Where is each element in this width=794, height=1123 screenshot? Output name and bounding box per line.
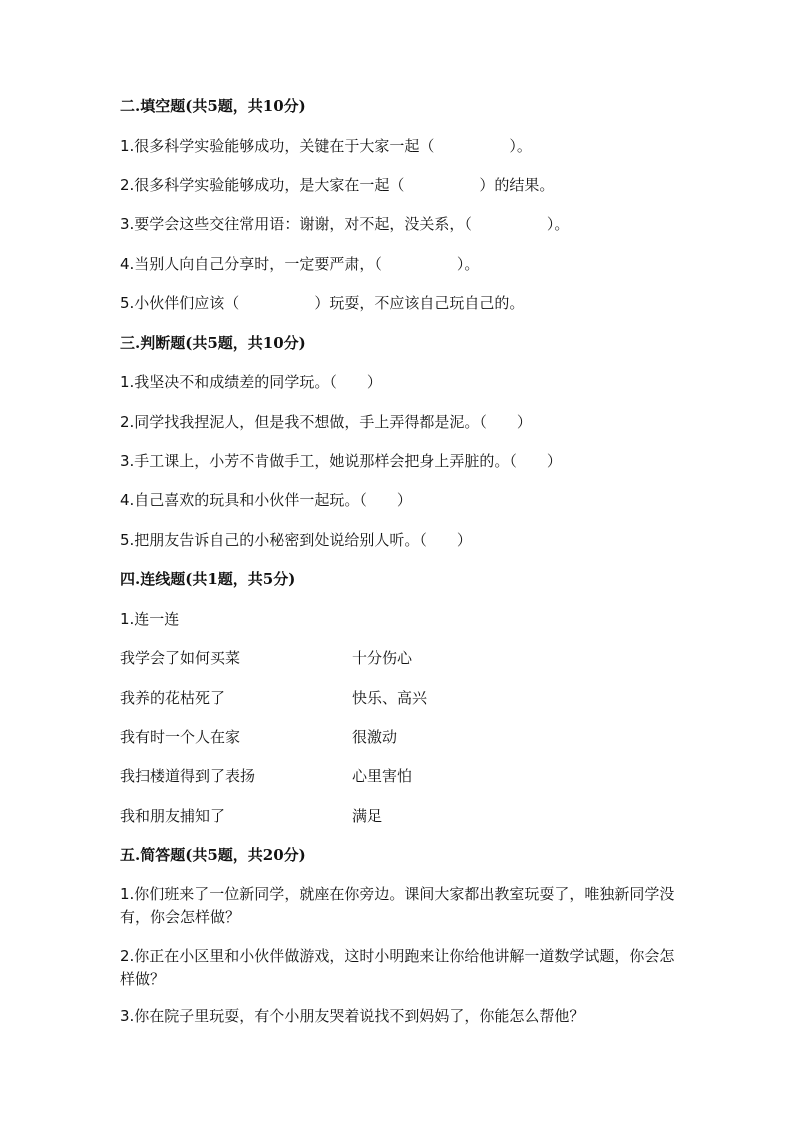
short-answer-question-1: 1.你们班来了一位新同学，就座在你旁边。课间大家都出教室玩耍了，唯独新同学没有，你会怎样做？ [120,885,675,926]
section-2-title: 二.填空题(共5题，共10分) [120,97,306,115]
fill-blank-question-3: 3.要学会这些交往常用语：谢谢，对不起，没关系，（ ）。 [120,215,570,233]
fill-blank-question-5: 5.小伙伴们应该（ ）玩耍，不应该自己玩自己的。 [120,294,525,312]
short-answer-question-2: 2.你正在小区里和小伙伴做游戏，这时小明跑来让你给他讲解一道数学试题，你会怎样做？ [120,947,675,988]
fill-blank-question-2: 2.很多科学实验能够成功，是大家在一起（ ）的结果。 [120,176,555,194]
true-false-question-4: 4.自己喜欢的玩具和小伙伴一起玩。（ ） [120,491,412,509]
matching-left-item-4: 我扫楼道得到了表扬 [120,767,256,785]
matching-left-item-5: 我和朋友捕知了 [120,807,226,825]
true-false-question-3: 3.手工课上，小芳不肯做手工，她说那样会把身上弄脏的。（ ） [120,452,562,470]
matching-left-item-1: 我学会了如何买菜 [120,649,241,667]
true-false-question-1: 1.我坚决不和成绩差的同学玩。（ ） [120,373,382,391]
matching-prompt: 1.连一连 [120,610,180,628]
matching-right-item-1: 十分伤心 [352,649,413,667]
fill-blank-question-1: 1.很多科学实验能够成功，关键在于大家一起（ ）。 [120,137,532,155]
matching-left-item-2: 我养的花枯死了 [120,689,226,707]
short-answer-question-3: 3.你在院子里玩耍，有个小朋友哭着说找不到妈妈了，你能怎么帮他？ [120,1007,585,1025]
section-5-title: 五.简答题(共5题，共20分) [120,846,306,864]
matching-right-item-5: 满足 [352,807,383,825]
true-false-question-2: 2.同学找我捏泥人，但是我不想做，手上弄得都是泥。（ ） [120,413,532,431]
section-3-title: 三.判断题(共5题，共10分) [120,334,306,352]
matching-right-item-3: 很激动 [352,728,398,746]
matching-left-item-3: 我有时一个人在家 [120,728,241,746]
section-4-title: 四.连线题(共1题，共5分) [120,570,296,588]
matching-right-item-4: 心里害怕 [352,767,413,785]
matching-right-item-2: 快乐、高兴 [352,689,428,707]
fill-blank-question-4: 4.当别人向自己分享时，一定要严肃，（ ）。 [120,255,480,273]
true-false-question-5: 5.把朋友告诉自己的小秘密到处说给别人听。（ ） [120,531,472,549]
